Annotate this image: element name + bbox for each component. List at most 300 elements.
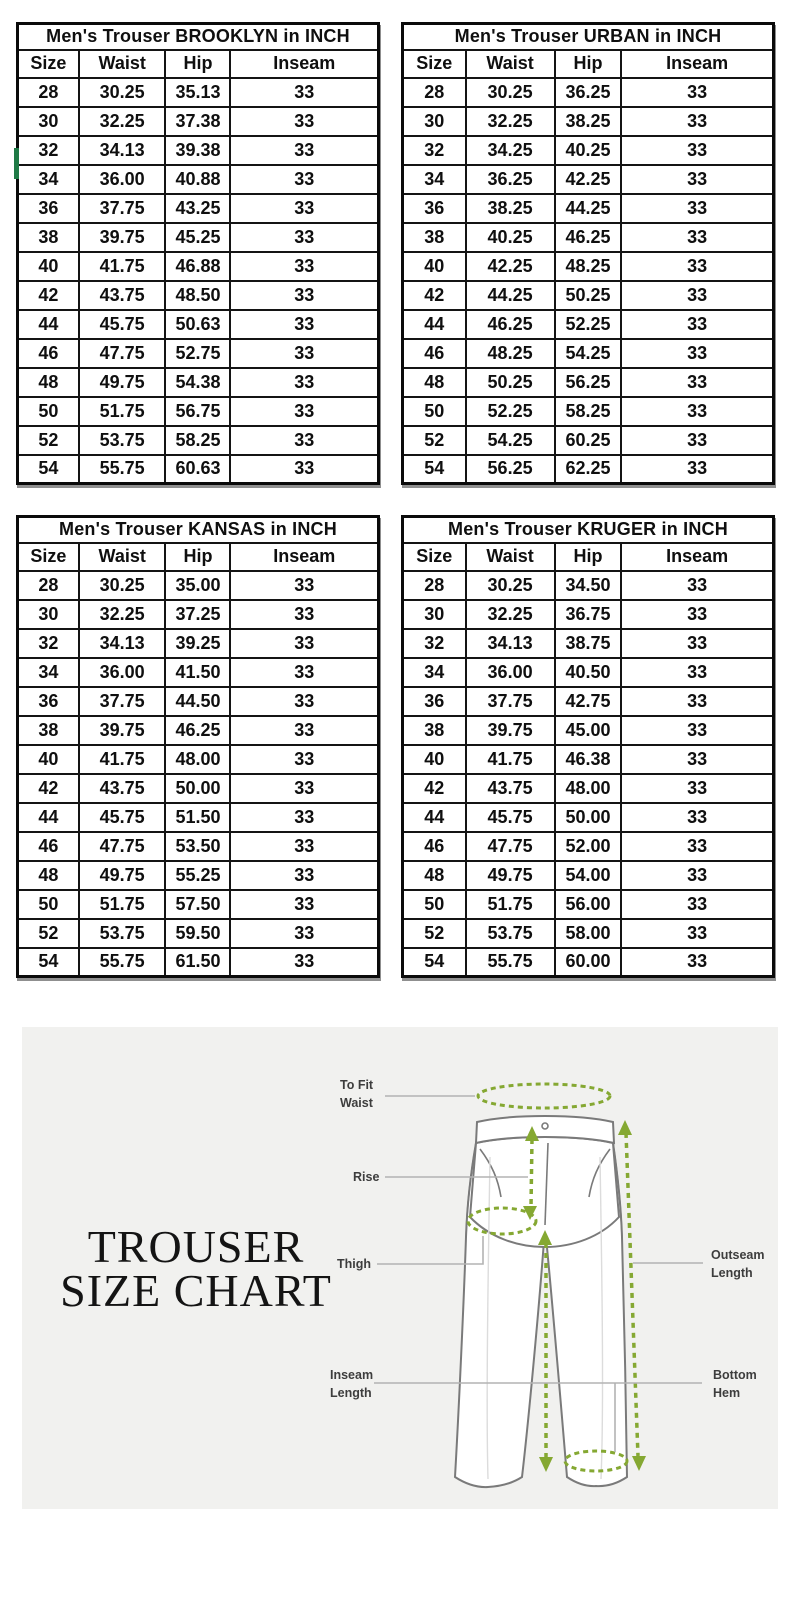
col-header-hip: Hip [555, 50, 622, 78]
table-cell: 44.25 [555, 194, 622, 223]
table-cell: 56.75 [165, 397, 230, 426]
table-cell: 33 [621, 252, 773, 281]
table-cell: 38.25 [466, 194, 555, 223]
table-cell: 57.50 [165, 890, 230, 919]
table-cell: 46.25 [555, 223, 622, 252]
to-fit-waist-label: To Fit [340, 1078, 374, 1092]
table-cell: 50 [18, 397, 79, 426]
table-cell: 52 [403, 919, 466, 948]
table-cell: 33 [230, 426, 378, 455]
table-cell: 53.75 [79, 919, 166, 948]
table-cell: 33 [230, 397, 378, 426]
col-header-hip: Hip [165, 543, 230, 571]
table-header-row [18, 50, 379, 78]
table-cell: 32 [18, 629, 79, 658]
table-cell: 47.75 [466, 832, 555, 861]
table-row [403, 136, 774, 165]
table-cell: 32.25 [466, 107, 555, 136]
table-row [403, 223, 774, 252]
table-cell: 39.75 [466, 716, 555, 745]
table-cell: 40.50 [555, 658, 622, 687]
table-cell: 48.00 [555, 774, 622, 803]
table-cell: 33 [230, 832, 378, 861]
size-table-urban-wrap [401, 22, 775, 485]
col-header-waist: Waist [79, 543, 166, 571]
table-cell: 58.25 [555, 397, 622, 426]
table-cell: 33 [230, 281, 378, 310]
table-row [403, 600, 774, 629]
table-cell: 42.75 [555, 687, 622, 716]
table-row [403, 571, 774, 600]
table-header-row [403, 50, 774, 78]
table-cell: 34 [18, 165, 79, 194]
table-cell: 54 [403, 455, 466, 484]
table-cell: 30.25 [79, 78, 166, 107]
table-cell: 33 [621, 78, 773, 107]
table-cell: 61.50 [165, 948, 230, 977]
table-row [403, 658, 774, 687]
table-cell: 33 [621, 223, 773, 252]
table-cell: 52.25 [466, 397, 555, 426]
table-cell: 34 [403, 658, 466, 687]
table-title-row [18, 517, 379, 543]
table-cell: 33 [230, 571, 378, 600]
col-header-inseam: Inseam [230, 50, 378, 78]
table-body [403, 571, 774, 977]
table-cell: 28 [18, 571, 79, 600]
table-row [403, 948, 774, 977]
table-row [18, 368, 379, 397]
outseam-arrowhead-down [632, 1456, 646, 1471]
table-title-row [403, 24, 774, 50]
table-cell: 46 [18, 832, 79, 861]
table-cell: 41.75 [79, 252, 166, 281]
table-cell: 33 [621, 774, 773, 803]
table-cell: 56.25 [466, 455, 555, 484]
table-cell: 60.00 [555, 948, 622, 977]
table-row [18, 223, 379, 252]
table-row [403, 687, 774, 716]
table-row [18, 716, 379, 745]
size-table-kansas-wrap [16, 515, 380, 978]
table-cell: 33 [230, 600, 378, 629]
table-cell: 52 [18, 919, 79, 948]
table-cell: 33 [621, 948, 773, 977]
table-cell: 37.75 [79, 687, 166, 716]
table-cell: 44 [18, 310, 79, 339]
table-row [403, 107, 774, 136]
size-table-urban [401, 22, 775, 485]
size-table-kruger [401, 515, 775, 978]
table-cell: 33 [230, 368, 378, 397]
table-cell: 39.38 [165, 136, 230, 165]
table-cell: 33 [230, 339, 378, 368]
table-row [403, 165, 774, 194]
table-cell: 33 [230, 890, 378, 919]
table-cell: 33 [230, 774, 378, 803]
table-cell: 30 [403, 600, 466, 629]
table-cell: 54 [403, 948, 466, 977]
table-row [18, 890, 379, 919]
col-header-hip: Hip [555, 543, 622, 571]
table-cell: 48 [403, 368, 466, 397]
table-row [18, 78, 379, 107]
size-table-brooklyn [16, 22, 380, 485]
table-cell: 51.75 [79, 397, 166, 426]
table-cell: 33 [230, 861, 378, 890]
table-cell: 48 [403, 861, 466, 890]
col-header-size: Size [18, 50, 79, 78]
table-cell: 37.25 [165, 600, 230, 629]
table-row [18, 832, 379, 861]
table-cell: 34 [18, 658, 79, 687]
table-cell: 58.25 [165, 426, 230, 455]
table-row [403, 774, 774, 803]
table-cell: 51.75 [466, 890, 555, 919]
table-cell: 33 [230, 78, 378, 107]
table-row [18, 803, 379, 832]
table-cell: 54 [18, 455, 79, 484]
table-cell: 36 [403, 687, 466, 716]
table-cell: 34.13 [79, 136, 166, 165]
table-body [18, 571, 379, 977]
table-cell: 33 [621, 890, 773, 919]
table-cell: 33 [230, 629, 378, 658]
table-cell: 34.13 [466, 629, 555, 658]
table-cell: 44 [403, 803, 466, 832]
col-header-waist: Waist [466, 543, 555, 571]
table-cell: 49.75 [79, 861, 166, 890]
table-row [18, 310, 379, 339]
table-cell: 33 [621, 310, 773, 339]
table-cell: 33 [621, 745, 773, 774]
table-cell: 34 [403, 165, 466, 194]
table-header-row [18, 543, 379, 571]
table-cell: 33 [230, 223, 378, 252]
table-cell: 55.75 [466, 948, 555, 977]
table-cell: 48.50 [165, 281, 230, 310]
table-row [18, 629, 379, 658]
col-header-size: Size [18, 543, 79, 571]
table-row [18, 774, 379, 803]
diagram-heading-line2: SIZE CHART [60, 1264, 332, 1316]
table-header-row [403, 543, 774, 571]
table-cell: 33 [230, 745, 378, 774]
table-cell: 38.75 [555, 629, 622, 658]
table-row [403, 861, 774, 890]
table-cell: 51.50 [165, 803, 230, 832]
table-row [403, 281, 774, 310]
table-cell: 36.00 [466, 658, 555, 687]
table-cell: 33 [621, 919, 773, 948]
table-cell: 53.50 [165, 832, 230, 861]
table-cell: 38 [18, 223, 79, 252]
table-cell: 48.25 [555, 252, 622, 281]
table-cell: 40.88 [165, 165, 230, 194]
table-cell: 33 [621, 426, 773, 455]
table-row [403, 397, 774, 426]
table-body [18, 78, 379, 484]
table-row [403, 252, 774, 281]
table-cell: 43.25 [165, 194, 230, 223]
table-cell: 50.25 [555, 281, 622, 310]
table-cell: 49.75 [79, 368, 166, 397]
table-cell: 30.25 [466, 78, 555, 107]
table-cell: 62.25 [555, 455, 622, 484]
table-cell: 38 [403, 716, 466, 745]
table-cell: 39.75 [79, 223, 166, 252]
table-cell: 50 [403, 397, 466, 426]
to-fit-waist-label-line2: Waist [340, 1096, 373, 1110]
table-cell: 42 [403, 774, 466, 803]
table-cell: 50.00 [555, 803, 622, 832]
table-title-row [18, 24, 379, 50]
table-cell: 46.25 [165, 716, 230, 745]
table-cell: 40 [403, 745, 466, 774]
table-cell: 50.00 [165, 774, 230, 803]
table-row [403, 832, 774, 861]
table-cell: 42 [18, 774, 79, 803]
table-cell: 33 [621, 658, 773, 687]
table-cell: 33 [230, 716, 378, 745]
table-cell: 33 [621, 571, 773, 600]
table-cell: 53.75 [466, 919, 555, 948]
trouser-sketch [455, 1116, 627, 1487]
table-cell: 28 [18, 78, 79, 107]
table-row [18, 397, 379, 426]
table-cell: 43.75 [466, 774, 555, 803]
table-row [18, 658, 379, 687]
table-cell: 43.75 [79, 281, 166, 310]
table-cell: 46 [18, 339, 79, 368]
table-cell: 54.25 [555, 339, 622, 368]
table-cell: 32.25 [79, 600, 166, 629]
table-cell: 32.25 [79, 107, 166, 136]
table-row [403, 890, 774, 919]
table-cell: 52 [403, 426, 466, 455]
col-header-inseam: Inseam [621, 50, 773, 78]
table-row [403, 368, 774, 397]
table-row [18, 107, 379, 136]
table-cell: 33 [621, 687, 773, 716]
table-row [403, 310, 774, 339]
table-cell: 44.25 [466, 281, 555, 310]
table-cell: 38 [403, 223, 466, 252]
size-tables-grid [16, 22, 775, 978]
table-cell: 49.75 [466, 861, 555, 890]
table-cell: 33 [230, 165, 378, 194]
table-cell: 48.25 [466, 339, 555, 368]
table-cell: 41.75 [79, 745, 166, 774]
table-cell: 40 [18, 745, 79, 774]
table-cell: 30.25 [79, 571, 166, 600]
table-cell: 46.25 [466, 310, 555, 339]
table-cell: 44 [18, 803, 79, 832]
table-cell: 30.25 [466, 571, 555, 600]
table-cell: 33 [621, 136, 773, 165]
table-cell: 33 [621, 281, 773, 310]
table-cell: 33 [621, 861, 773, 890]
table-row [403, 78, 774, 107]
table-cell: 33 [230, 194, 378, 223]
outseam-arrowhead-up [618, 1120, 632, 1135]
table-cell: 53.75 [79, 426, 166, 455]
table-cell: 32.25 [466, 600, 555, 629]
diagram-heading [50, 1221, 342, 1316]
table-cell: 47.75 [79, 832, 166, 861]
table-cell: 30 [18, 600, 79, 629]
col-header-size: Size [403, 50, 466, 78]
table-cell: 36.25 [466, 165, 555, 194]
bottom-hem-label: Bottom [713, 1368, 757, 1382]
table-cell: 38 [18, 716, 79, 745]
table-cell: 59.50 [165, 919, 230, 948]
table-cell: 33 [230, 107, 378, 136]
size-chart-page [16, 22, 775, 1509]
table-cell: 44 [403, 310, 466, 339]
table-title-brooklyn: Men's Trouser BROOKLYN in INCH [18, 24, 379, 50]
diagram-heading-line1: TROUSER [87, 1221, 305, 1272]
table-cell: 33 [230, 658, 378, 687]
table-cell: 33 [621, 832, 773, 861]
table-row [18, 339, 379, 368]
table-cell: 33 [230, 919, 378, 948]
table-cell: 33 [621, 339, 773, 368]
table-row [18, 281, 379, 310]
table-row [18, 919, 379, 948]
table-cell: 42.25 [466, 252, 555, 281]
table-cell: 30 [18, 107, 79, 136]
table-cell: 54.25 [466, 426, 555, 455]
table-row [403, 194, 774, 223]
table-cell: 36 [18, 194, 79, 223]
inseam-length-label: Inseam [330, 1368, 374, 1382]
table-cell: 33 [621, 194, 773, 223]
table-cell: 40 [403, 252, 466, 281]
table-cell: 42.25 [555, 165, 622, 194]
bottom-hem-label-line2: Hem [713, 1386, 741, 1400]
table-cell: 41.75 [466, 745, 555, 774]
table-cell: 33 [621, 716, 773, 745]
table-cell: 37.75 [466, 687, 555, 716]
table-cell: 33 [230, 687, 378, 716]
table-cell: 34.50 [555, 571, 622, 600]
table-cell: 32 [403, 136, 466, 165]
table-cell: 58.00 [555, 919, 622, 948]
table-cell: 32 [403, 629, 466, 658]
table-cell: 33 [621, 397, 773, 426]
table-cell: 33 [621, 455, 773, 484]
size-table-kansas [16, 515, 380, 978]
table-cell: 40 [18, 252, 79, 281]
table-cell: 45.75 [79, 803, 166, 832]
table-cell: 35.00 [165, 571, 230, 600]
table-row [18, 426, 379, 455]
table-cell: 36 [18, 687, 79, 716]
table-cell: 40.25 [466, 223, 555, 252]
table-cell: 50 [403, 890, 466, 919]
table-cell: 54 [18, 948, 79, 977]
table-cell: 36.00 [79, 165, 166, 194]
table-cell: 38.25 [555, 107, 622, 136]
table-cell: 33 [230, 252, 378, 281]
table-cell: 46 [403, 832, 466, 861]
table-cell: 56.25 [555, 368, 622, 397]
table-row [18, 194, 379, 223]
col-header-hip: Hip [165, 50, 230, 78]
rise-label: Rise [353, 1170, 380, 1184]
table-cell: 48.00 [165, 745, 230, 774]
table-cell: 28 [403, 78, 466, 107]
table-cell: 33 [230, 310, 378, 339]
table-title-urban: Men's Trouser URBAN in INCH [403, 24, 774, 50]
table-row [403, 629, 774, 658]
table-cell: 33 [230, 803, 378, 832]
table-cell: 33 [621, 600, 773, 629]
table-cell: 44.50 [165, 687, 230, 716]
table-row [403, 803, 774, 832]
thigh-label: Thigh [337, 1257, 372, 1271]
table-cell: 36 [403, 194, 466, 223]
table-cell: 60.63 [165, 455, 230, 484]
table-row [18, 861, 379, 890]
inseam-length-label-line2: Length [330, 1386, 372, 1400]
table-body [403, 78, 774, 484]
table-cell: 42 [403, 281, 466, 310]
table-cell: 34.25 [466, 136, 555, 165]
table-cell: 52 [18, 426, 79, 455]
trouser-hip-fill [470, 1137, 619, 1247]
table-cell: 55.25 [165, 861, 230, 890]
table-cell: 32 [18, 136, 79, 165]
table-cell: 52.25 [555, 310, 622, 339]
table-cell: 48 [18, 368, 79, 397]
table-cell: 45.25 [165, 223, 230, 252]
table-cell: 33 [621, 165, 773, 194]
table-row [18, 600, 379, 629]
table-cell: 54.38 [165, 368, 230, 397]
table-cell: 50.25 [466, 368, 555, 397]
table-row [18, 252, 379, 281]
table-row [403, 455, 774, 484]
col-header-waist: Waist [466, 50, 555, 78]
table-cell: 33 [230, 948, 378, 977]
table-cell: 41.50 [165, 658, 230, 687]
table-cell: 45.75 [79, 310, 166, 339]
table-cell: 28 [403, 571, 466, 600]
table-cell: 45.75 [466, 803, 555, 832]
table-cell: 56.00 [555, 890, 622, 919]
table-title-kruger: Men's Trouser KRUGER in INCH [403, 517, 774, 543]
table-cell: 55.75 [79, 948, 166, 977]
table-cell: 36.25 [555, 78, 622, 107]
table-cell: 30 [403, 107, 466, 136]
table-cell: 60.25 [555, 426, 622, 455]
col-header-inseam: Inseam [621, 543, 773, 571]
table-cell: 51.75 [79, 890, 166, 919]
col-header-inseam: Inseam [230, 543, 378, 571]
table-row [403, 339, 774, 368]
table-row [18, 455, 379, 484]
table-cell: 47.75 [79, 339, 166, 368]
table-row [18, 165, 379, 194]
table-cell: 33 [621, 368, 773, 397]
table-cell: 40.25 [555, 136, 622, 165]
col-header-waist: Waist [79, 50, 166, 78]
inseam-arrowhead-down [539, 1457, 553, 1472]
table-cell: 33 [230, 455, 378, 484]
table-cell: 36.75 [555, 600, 622, 629]
